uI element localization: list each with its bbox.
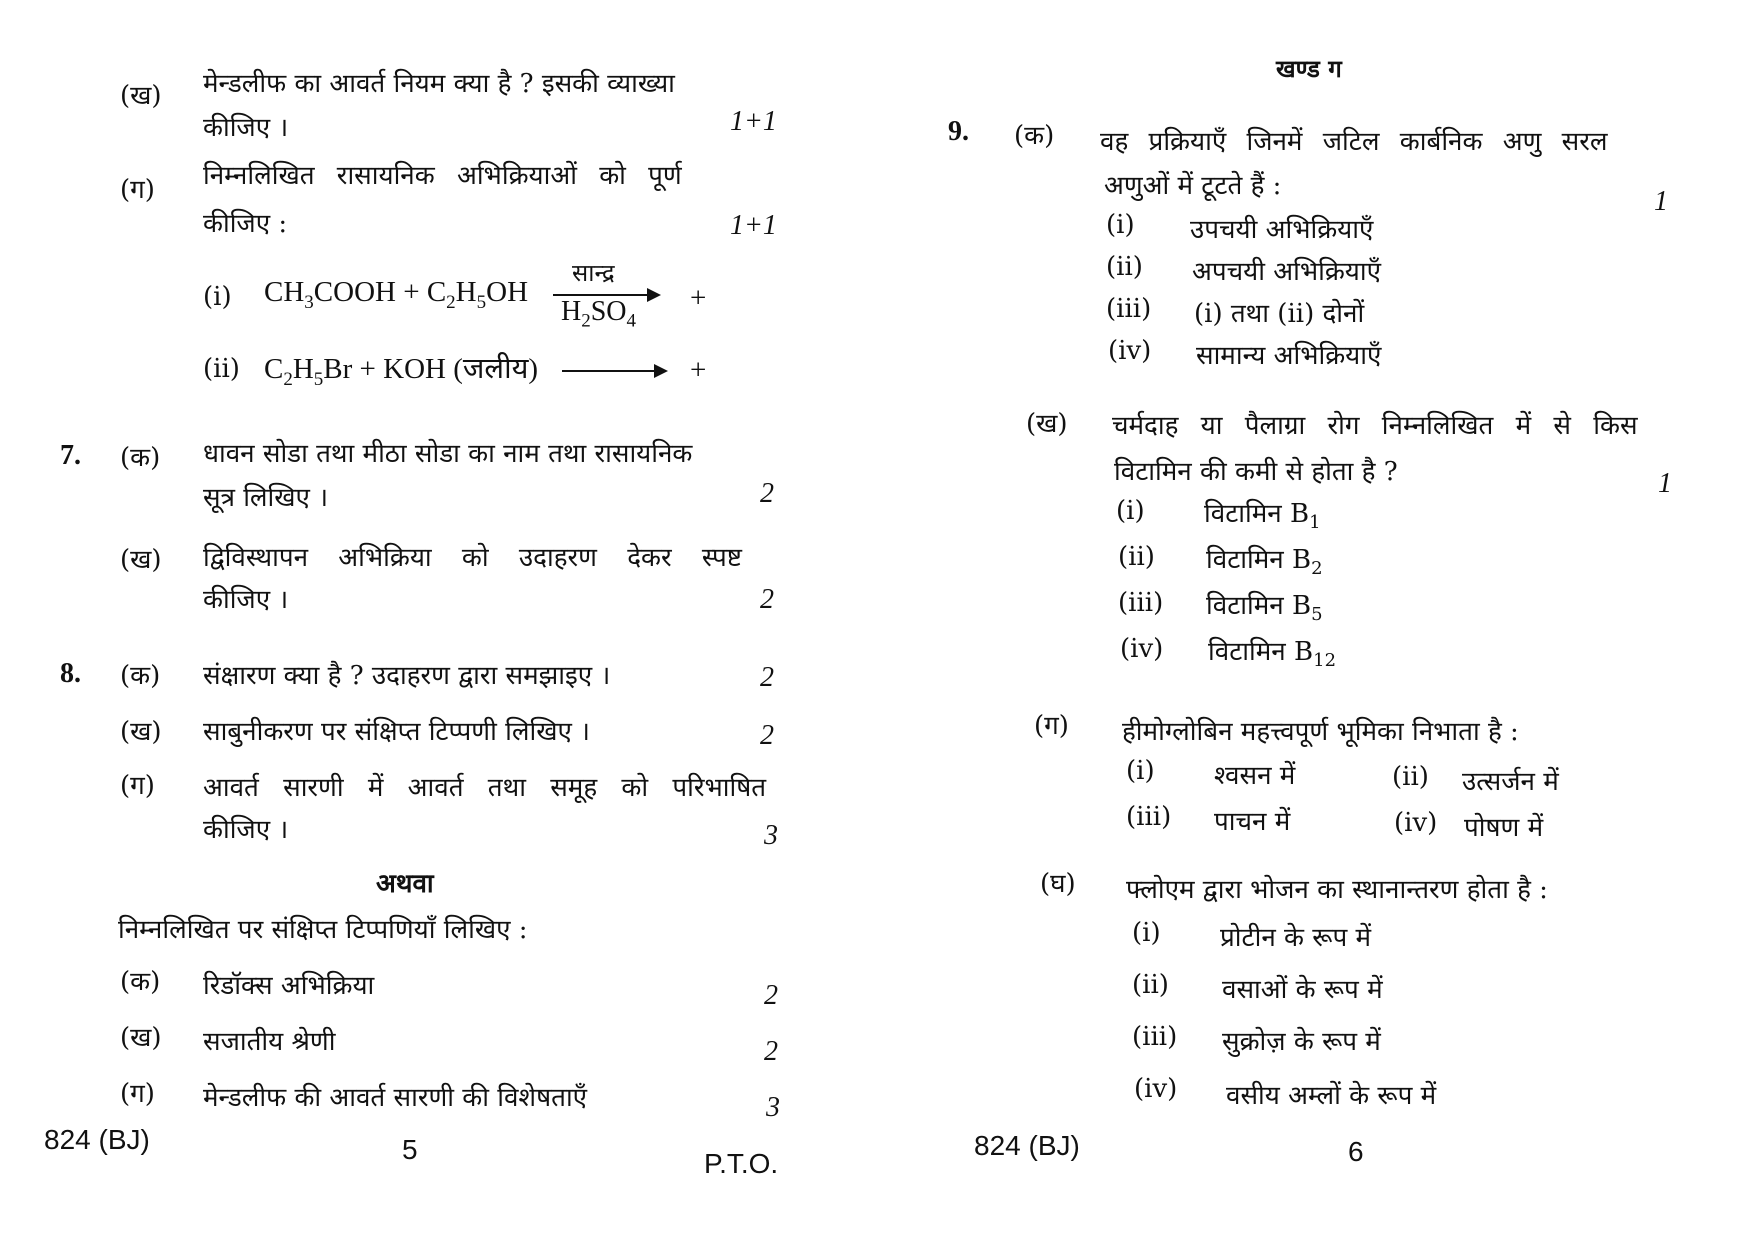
or-a-label: (क) [120,967,161,997]
eq1-condition-below: $H_2SO_4$ [561,296,637,332]
q9a-text-line1: वह प्रक्रियाएँ जिनमें जटिल कार्बनिक अणु सरल [1100,127,1608,157]
q9b-option-label: (iii) [1118,588,1164,618]
q9d-text: फ्लोएम द्वारा भोजन का स्थानान्तरण होता है : [1126,875,1548,905]
q7b-marks: 2 [760,584,774,615]
q8b-label: (ख) [120,717,162,747]
q9c-option-label: (i) [1126,756,1155,786]
q9c-option-text: श्वसन में [1214,761,1296,791]
q9b-option-label: (ii) [1118,542,1155,572]
q6b-text-line1: मेन्डलीफ का आवर्त नियम क्या है ? इसकी व्याख्या [203,69,675,99]
q9d-label: (घ) [1040,869,1076,899]
eq2-label: (ii) [203,354,240,384]
q9a-text-line2: अणुओं में टूटते हैं : [1104,171,1282,201]
q7a-text-line2: सूत्र लिखिए । [203,483,329,513]
q9c-option-label: (iv) [1394,808,1438,838]
or-intro: निम्नलिखित पर संक्षिप्त टिप्पणियाँ लिखिए : [118,915,528,945]
left-footer-code: 824 (BJ) [44,1124,150,1155]
eq2-plus: + [690,354,707,386]
or-c-marks: 3 [766,1092,780,1123]
section-title: खण्ड ग [1276,54,1342,83]
q9d-option-text: प्रोटीन के रूप में [1220,923,1372,953]
q9b-option-label: (i) [1116,496,1145,526]
q8a-text: संक्षारण क्या है ? उदाहरण द्वारा समझाइए । [203,661,611,691]
q9a-option-label: (ii) [1106,252,1143,282]
q9b-text-line1: चर्मदाह या पैलाग्रा रोग निम्नलिखित में से किस [1112,411,1638,441]
or-a-marks: 2 [764,980,778,1011]
q9a-option-label: (iv) [1108,336,1152,366]
q9c-label: (ग) [1034,711,1069,741]
q8c-marks: 3 [764,820,778,851]
q9c-option-label: (ii) [1392,762,1429,792]
q7-number: 7. [60,440,81,471]
q9d-option-label: (i) [1132,918,1161,948]
or-heading: अथवा [376,869,434,899]
q9b-marks: 1 [1658,468,1672,499]
q6b-label: (ख) [120,81,162,111]
q9b-option-text: विटामिन $B_2$ [1206,545,1323,580]
eq1-condition-above: सान्द्र [572,259,615,287]
q7a-text-line1: धावन सोडा तथा मीठा सोडा का नाम तथा रासायनिक [203,439,693,469]
or-b-text: सजातीय श्रेणी [203,1027,336,1057]
right-footer-code: 824 (BJ) [974,1130,1080,1161]
q9d-option-text: वसाओं के रूप में [1222,975,1383,1005]
left-footer-pto: P.T.O. [704,1148,779,1179]
q9d-option-label: (iv) [1134,1074,1178,1104]
eq2-reactants: $C_2H_5Br$ + KOH (जलीय) [264,353,539,390]
q8b-marks: 2 [760,720,774,751]
q8c-text-line1: आवर्त सारणी में आवर्त तथा समूह को परिभाषित [203,773,767,803]
q7b-text-line1: द्विविस्थापन अभिक्रिया को उदाहरण देकर स्पष्ट [203,543,742,573]
or-b-marks: 2 [764,1036,778,1067]
q9b-option-text: विटामिन $B_1$ [1204,499,1321,534]
q9a-option-label: (i) [1106,210,1135,240]
q9c-option-text: उत्सर्जन में [1462,767,1559,797]
left-footer-page-number: 5 [402,1134,418,1165]
q9c-option-text: पोषण में [1464,813,1544,843]
q8a-label: (क) [120,661,161,691]
q9c-option-text: पाचन में [1214,807,1291,837]
q8-number: 8. [60,658,81,689]
q7a-label: (क) [120,443,161,473]
q9b-label: (ख) [1026,409,1068,439]
q9a-option-text: (i) तथा (ii) दोनों [1194,299,1365,329]
q9-number: 9. [948,116,969,147]
q7a-marks: 2 [760,478,774,509]
q9a-marks: 1 [1654,186,1668,217]
q6c-label: (ग) [120,175,155,205]
q9b-option-label: (iv) [1120,634,1164,664]
eq1-reactants: $CH_3COOH + C_2H_5OH$ [264,276,529,313]
q9d-option-label: (iii) [1132,1022,1178,1052]
right-footer-page-number: 6 [1348,1136,1364,1167]
or-c-text: मेन्डलीफ की आवर्त सारणी की विशेषताएँ [203,1083,588,1113]
q8a-marks: 2 [760,662,774,693]
q9c-option-label: (iii) [1126,802,1172,832]
q6b-marks: 1+1 [730,106,777,137]
q9a-option-label: (iii) [1106,294,1152,324]
q9a-label: (क) [1014,121,1055,151]
q9b-option-text: विटामिन $B_{12}$ [1208,637,1337,672]
q7b-label: (ख) [120,545,162,575]
q9d-option-text: वसीय अम्लों के रूप में [1226,1081,1437,1111]
q9d-option-label: (ii) [1132,970,1169,1000]
q9a-option-text: अपचयी अभिक्रियाएँ [1192,257,1381,287]
q9a-option-text: उपचयी अभिक्रियाएँ [1190,215,1374,245]
q8b-text: साबुनीकरण पर संक्षिप्त टिप्पणी लिखिए । [203,717,590,747]
q8c-text-line2: कीजिए । [203,815,289,845]
or-b-label: (ख) [120,1023,162,1053]
or-a-text: रिडॉक्स अभिक्रिया [203,971,375,1001]
or-c-label: (ग) [120,1079,155,1109]
q6c-marks: 1+1 [730,210,777,241]
q9a-option-text: सामान्य अभिक्रियाएँ [1196,341,1382,371]
q8c-label: (ग) [120,771,155,801]
q9b-option-text: विटामिन $B_5$ [1206,591,1323,626]
q9b-text-line2: विटामिन की कमी से होता है ? [1114,457,1398,487]
eq1-label: (i) [203,282,232,312]
q7b-text-line2: कीजिए । [203,585,289,615]
q6c-text-line1: निम्नलिखित रासायनिक अभिक्रियाओं को पूर्ण [203,161,682,191]
q6b-text-line2: कीजिए । [203,113,289,143]
q9d-option-text: सुक्रोज़ के रूप में [1222,1027,1381,1057]
q9c-text: हीमोग्लोबिन महत्त्वपूर्ण भूमिका निभाता है : [1122,717,1519,747]
eq1-plus: + [690,282,707,314]
q6c-text-line2: कीजिए : [203,209,288,239]
eq2-arrow [562,370,666,372]
